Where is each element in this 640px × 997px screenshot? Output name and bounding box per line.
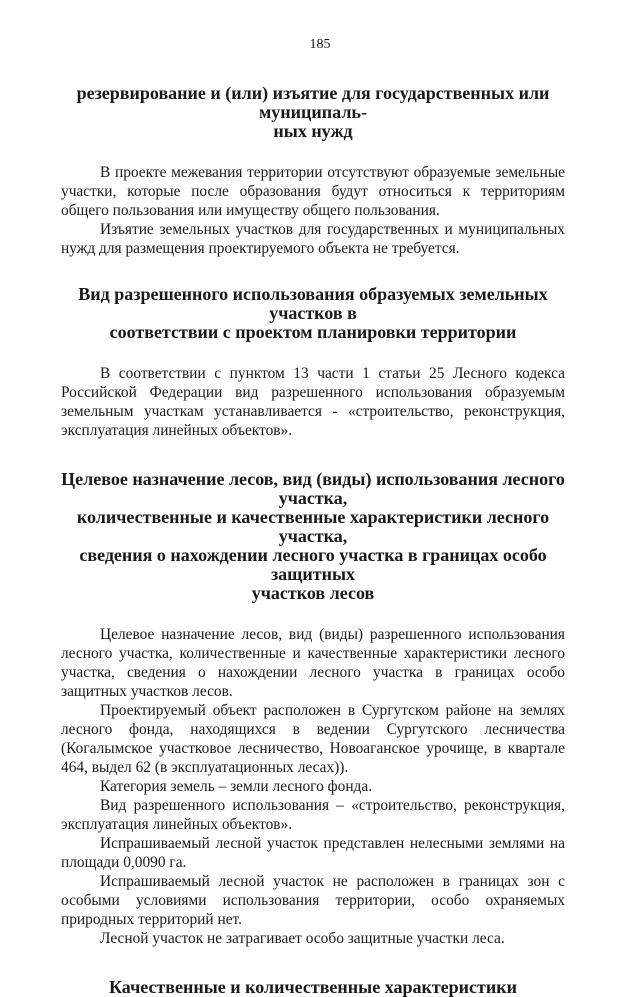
section-heading-characteristics [61, 978, 565, 997]
paragraph: Категория земель – земли лесного фонда. [100, 778, 373, 795]
heading-line: резервирование и (или) изъятие для государственных или муниципаль- [76, 83, 550, 122]
paragraph: Проектируемый объект расположен в Сургутском районе на землях лесного фонда, находящихся в ведении Сургутского лесничества (Когалымское участковое лесничество, Новоаганское урочище, в квартале 464, выдел 62 (в эксплуатационных лесах)). [61, 702, 565, 776]
paragraph: Лесной участок не затрагивает особо защитные участки леса. [100, 930, 505, 947]
heading-line: участков лесов [251, 583, 375, 603]
section-heading-land-reservation [61, 84, 565, 141]
heading-line: сведения о нахождении лесного участка в границах особо защитных [79, 545, 547, 584]
heading-line: Качественные и количественные характеристики [108, 977, 517, 997]
page-number: 185 [309, 37, 331, 52]
heading-line: Целевое назначение лесов, вид (виды) использования лесного участка, [61, 469, 565, 508]
section-heading-forest-purpose [61, 470, 565, 603]
paragraph: Испрашиваемый лесной участок представлен нелесными землями на площади 0,0090 га. [61, 835, 565, 871]
heading-line: соответствии с проектом планировки территории [109, 322, 517, 342]
heading-line: ных нужд [273, 121, 353, 141]
paragraph: Вид разрешенного использования – «строительство, реконструкция, эксплуатация линейных объектов». [61, 797, 565, 833]
paragraph: Испрашиваемый лесной участок не расположен в границах зон с особыми условиями использования территории, особо охраняемых природных территорий нет. [61, 873, 565, 928]
section-heading-permitted-use [61, 285, 565, 342]
heading-line: Вид разрешенного использования образуемых земельных участков в [78, 284, 548, 323]
paragraph: В соответствии с пунктом 13 части 1 статьи 25 Лесного кодекса Российской Федерации вид разрешенного использования образуемым земельным участкам устанавливается - «строительство, реконструкция, эксплуатация линейных объектов». [61, 365, 565, 439]
heading-line: количественные и качественные характеристики лесного участка, [76, 507, 550, 546]
paragraph: Целевое назначение лесов, вид (виды) разрешенного использования лесного участка, количественные и качественные характеристики лесного участка, сведения о нахождении лесного участка в границах особо защитных участков лесов. [61, 626, 565, 700]
page-content [61, 84, 565, 997]
paragraph: В проекте межевания территории отсутствуют образуемые земельные участки, которые после образования будут относиться к территориям общего пользования или имуществу общего пользования. [61, 164, 565, 219]
paragraph: Изъятие земельных участков для государственных и муниципальных нужд для размещения проектируемого объекта не требуется. [61, 221, 565, 257]
